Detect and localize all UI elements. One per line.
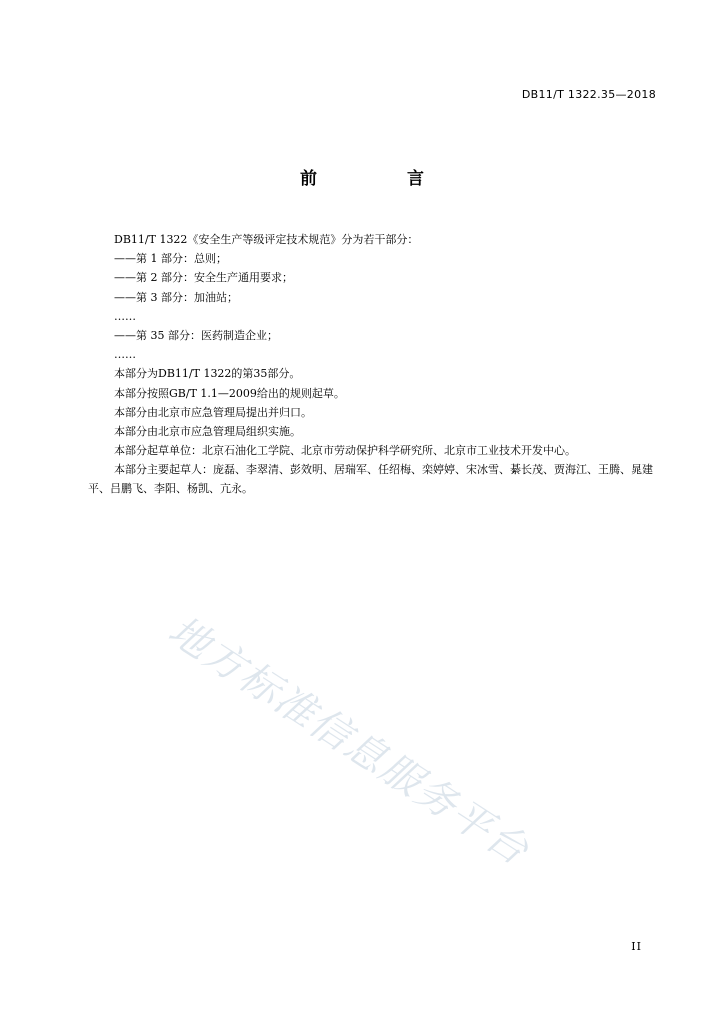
foreword-body bbox=[88, 230, 658, 499]
document-code: DB11/T 1322.35—2018 bbox=[521, 88, 656, 101]
page-number: II bbox=[631, 940, 642, 953]
list-item-part-1: ——第 1 部分：总则； bbox=[114, 252, 227, 266]
list-ellipsis-1: …… bbox=[114, 309, 136, 323]
list-item-part-2: ——第 2 部分：安全生产通用要求； bbox=[114, 271, 293, 285]
proposer-statement: 本部分由北京市应急管理局提出并归口。 bbox=[114, 405, 312, 419]
list-ellipsis-2: …… bbox=[114, 348, 136, 362]
part-statement: 本部分为DB11/T 1322的第35部分。 bbox=[114, 367, 301, 381]
page-title: 前 言 bbox=[300, 169, 466, 189]
watermark: 地方标准信息服务平台 bbox=[160, 607, 538, 875]
drafting-rules-statement: 本部分按照GB/T 1.1—2009给出的规则起草。 bbox=[114, 386, 345, 400]
drafters: 本部分主要起草人：庞磊、李翠清、彭效明、居瑞军、任绍梅、栾婷婷、宋冰雪、綦长茂、贾海江、王腾、晁建平、吕鹏飞、李阳、杨凯、亢永。 bbox=[88, 463, 653, 496]
implementer-statement: 本部分由北京市应急管理局组织实施。 bbox=[114, 424, 301, 438]
list-item-part-35: ——第 35 部分：医药制造企业； bbox=[114, 328, 278, 342]
drafting-units: 本部分起草单位：北京石油化工学院、北京市劳动保护科学研究所、北京市工业技术开发中心。 bbox=[114, 444, 576, 458]
list-item-part-3: ——第 3 部分：加油站； bbox=[114, 290, 238, 304]
intro-paragraph: DB11/T 1322《安全生产等级评定技术规范》分为若干部分： bbox=[114, 233, 419, 246]
